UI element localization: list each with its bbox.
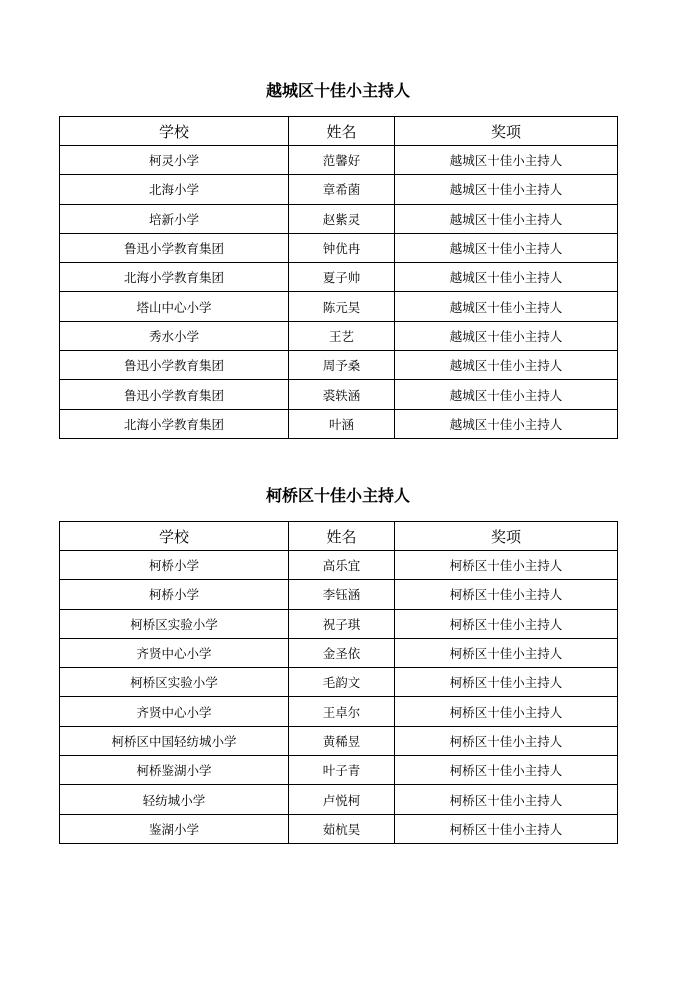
cell-name: 赵紫灵 — [289, 204, 395, 233]
cell-award: 柯桥区十佳小主持人 — [395, 668, 618, 697]
table-row — [60, 175, 618, 204]
table-row — [60, 321, 618, 350]
cell-school: 柯桥小学 — [60, 551, 289, 580]
cell-name: 祝子琪 — [289, 609, 395, 638]
header-name: 姓名 — [289, 522, 395, 551]
cell-name: 金圣依 — [289, 638, 395, 667]
cell-award: 柯桥区十佳小主持人 — [395, 785, 618, 814]
cell-name: 叶涵 — [289, 409, 395, 438]
table-row — [60, 697, 618, 726]
cell-name: 黄稀昱 — [289, 726, 395, 755]
cell-name: 陈元昊 — [289, 292, 395, 321]
cell-school: 柯桥区实验小学 — [60, 668, 289, 697]
award-table-keqiao — [59, 521, 618, 844]
cell-school: 北海小学教育集团 — [60, 263, 289, 292]
cell-school: 北海小学 — [60, 175, 289, 204]
cell-name: 叶子青 — [289, 756, 395, 785]
table-row — [60, 351, 618, 380]
cell-name: 卢悦柯 — [289, 785, 395, 814]
cell-school: 齐贤中心小学 — [60, 697, 289, 726]
cell-award: 柯桥区十佳小主持人 — [395, 726, 618, 755]
cell-name: 夏子帅 — [289, 263, 395, 292]
cell-school: 柯桥小学 — [60, 580, 289, 609]
cell-award: 柯桥区十佳小主持人 — [395, 638, 618, 667]
cell-name: 王卓尔 — [289, 697, 395, 726]
table-row — [60, 668, 618, 697]
cell-name: 裘轶涵 — [289, 380, 395, 409]
table-row — [60, 785, 618, 814]
cell-award: 柯桥区十佳小主持人 — [395, 609, 618, 638]
table-row — [60, 726, 618, 755]
cell-award: 越城区十佳小主持人 — [395, 204, 618, 233]
cell-name: 王艺 — [289, 321, 395, 350]
cell-award: 越城区十佳小主持人 — [395, 146, 618, 175]
cell-award: 越城区十佳小主持人 — [395, 292, 618, 321]
table-header-row — [60, 522, 618, 551]
cell-school: 秀水小学 — [60, 321, 289, 350]
table-row — [60, 233, 618, 262]
cell-name: 钟优冉 — [289, 233, 395, 262]
cell-school: 柯桥区中国轻纺城小学 — [60, 726, 289, 755]
cell-award: 越城区十佳小主持人 — [395, 409, 618, 438]
cell-school: 柯桥鉴湖小学 — [60, 756, 289, 785]
cell-school: 塔山中心小学 — [60, 292, 289, 321]
cell-name: 茹杭昊 — [289, 814, 395, 843]
table-row — [60, 380, 618, 409]
cell-school: 北海小学教育集团 — [60, 409, 289, 438]
table-row — [60, 204, 618, 233]
cell-school: 轻纺城小学 — [60, 785, 289, 814]
cell-award: 柯桥区十佳小主持人 — [395, 551, 618, 580]
table-row — [60, 580, 618, 609]
cell-name: 章希菌 — [289, 175, 395, 204]
header-school: 学校 — [60, 522, 289, 551]
table-row — [60, 609, 618, 638]
cell-award: 越城区十佳小主持人 — [395, 321, 618, 350]
cell-school: 柯灵小学 — [60, 146, 289, 175]
award-table-yuecheng — [59, 116, 618, 439]
cell-award: 柯桥区十佳小主持人 — [395, 814, 618, 843]
cell-award: 越城区十佳小主持人 — [395, 263, 618, 292]
table-row — [60, 263, 618, 292]
cell-award: 柯桥区十佳小主持人 — [395, 580, 618, 609]
table-row — [60, 292, 618, 321]
cell-school: 鲁迅小学教育集团 — [60, 351, 289, 380]
header-award: 奖项 — [395, 522, 618, 551]
cell-name: 毛韵文 — [289, 668, 395, 697]
table-header-row — [60, 117, 618, 146]
cell-award: 越城区十佳小主持人 — [395, 380, 618, 409]
section-title-keqiao: 柯桥区十佳小主持人 — [265, 486, 410, 505]
cell-award: 越城区十佳小主持人 — [395, 175, 618, 204]
cell-school: 鲁迅小学教育集团 — [60, 380, 289, 409]
section-title-yuecheng: 越城区十佳小主持人 — [265, 81, 410, 100]
cell-school: 培新小学 — [60, 204, 289, 233]
cell-award: 柯桥区十佳小主持人 — [395, 756, 618, 785]
header-name: 姓名 — [289, 117, 395, 146]
table-row — [60, 146, 618, 175]
table-row — [60, 638, 618, 667]
cell-award: 越城区十佳小主持人 — [395, 351, 618, 380]
table-row — [60, 756, 618, 785]
cell-school: 柯桥区实验小学 — [60, 609, 289, 638]
cell-name: 高乐宜 — [289, 551, 395, 580]
table-row — [60, 551, 618, 580]
table-row — [60, 814, 618, 843]
cell-school: 齐贤中心小学 — [60, 638, 289, 667]
header-award: 奖项 — [395, 117, 618, 146]
cell-name: 范馨好 — [289, 146, 395, 175]
cell-school: 鉴湖小学 — [60, 814, 289, 843]
cell-award: 柯桥区十佳小主持人 — [395, 697, 618, 726]
cell-name: 李钰涵 — [289, 580, 395, 609]
cell-award: 越城区十佳小主持人 — [395, 233, 618, 262]
table-row — [60, 409, 618, 438]
cell-name: 周予桑 — [289, 351, 395, 380]
cell-school: 鲁迅小学教育集团 — [60, 233, 289, 262]
header-school: 学校 — [60, 117, 289, 146]
